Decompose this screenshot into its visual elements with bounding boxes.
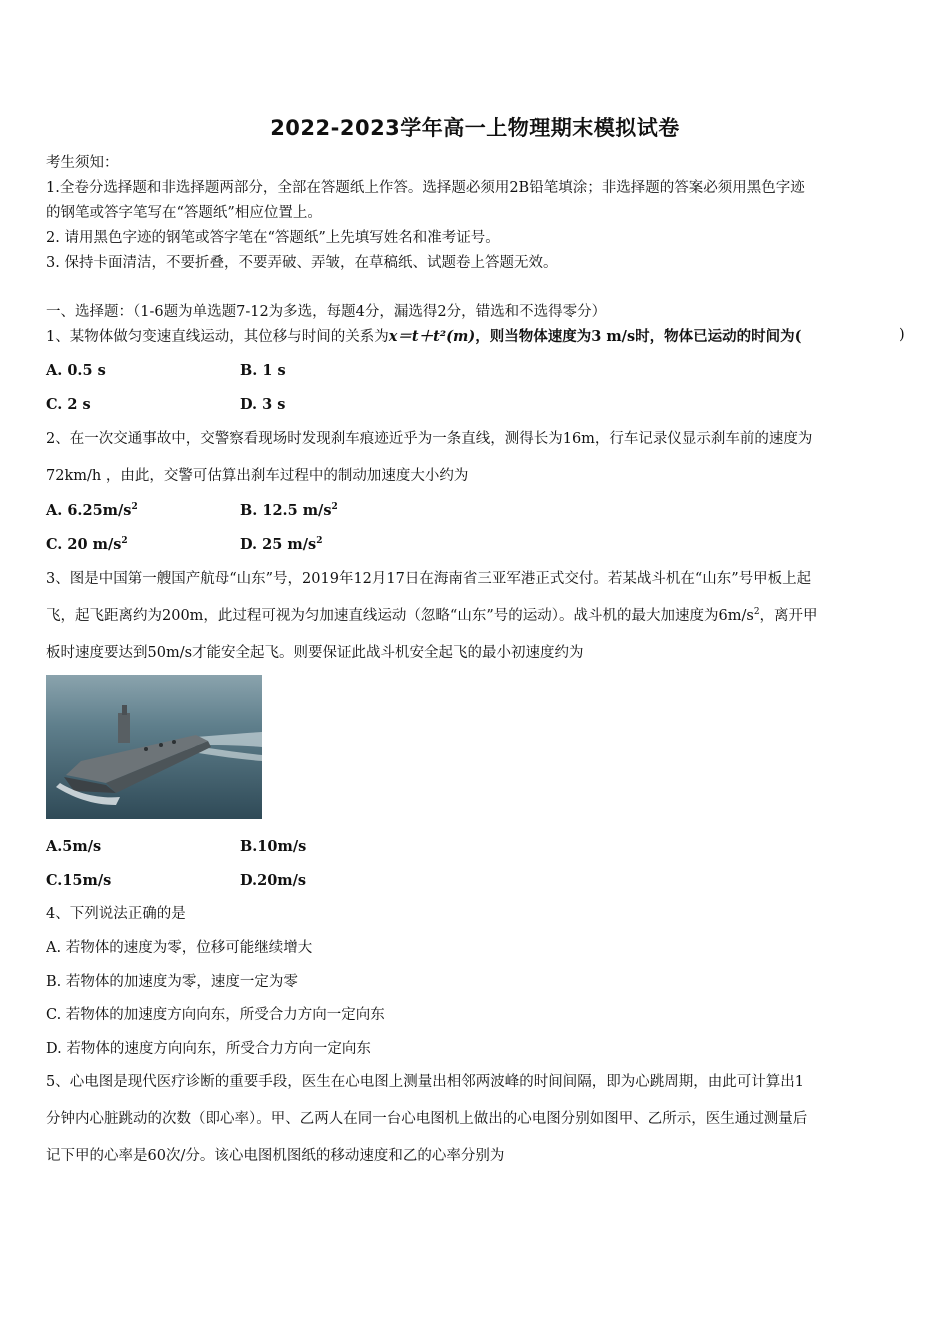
q2-option-b: B. 12.5 $m/s^2$	[240, 502, 338, 519]
q2-option-c: C. 20 $m/s^2$	[46, 536, 128, 553]
q4-option-a: A. 若物体的速度为零，位移可能继续增大	[46, 940, 313, 956]
question-5-stem: 5、心电图是现代医疗诊断的重要手段，医生在心电图上测量出相邻两波峰的时间间隔，即为心跳周期，由此可计算出1	[46, 1074, 804, 1090]
q1-option-d: D. 3 s	[240, 396, 286, 413]
section-heading: 一、选择题：（1-6题为单选题7-12为多选，每题4分，漏选得2分，错选和不选得零分）	[46, 304, 607, 320]
q4-option-d: D. 若物体的速度方向向东，所受合力方向一定向东	[46, 1041, 371, 1057]
question-3-stem: 板时速度要达到50m/s才能安全起飞。则要保证此战斗机安全起飞的最小初速度约为	[46, 645, 584, 661]
q1-text: 1、某物体做匀变速直线运动，其位移与时间的关系为	[46, 329, 389, 345]
q3-option-a: A.5m/s	[46, 838, 102, 855]
notice-item: 1.全卷分选择题和非选择题两部分，全部在答题纸上作答。选择题必须用2B铅笔填涂；非选择题的答案必须用黑色字迹	[46, 180, 805, 196]
q2-option-d: D. 25 $m/s^2$	[240, 536, 323, 553]
notice-item: 2. 请用黑色字迹的钢笔或答字笔在“答题纸”上先填写姓名和准考证号。	[46, 230, 500, 246]
q4-option-c: C. 若物体的加速度方向向东，所受合力方向一定向东	[46, 1007, 385, 1023]
question-2-stem: 2、在一次交通事故中，交警察看现场时发现刹车痕迹近乎为一条直线，测得长为16m，行车记录仪显示刹车前的速度为	[46, 431, 813, 447]
question-5-stem: 记下甲的心率是60次/分。该心电图机图纸的移动速度和乙的心率分别为	[46, 1148, 505, 1164]
notice-item: 的钢笔或答字笔写在“答题纸”相应位置上。	[46, 205, 322, 221]
question-3-stem: 飞，起飞距离约为200m，此过程可视为匀加速直线运动（忽略“山东”号的运动）。战斗机的最大加速度为$6m/s^2$，离开甲	[46, 607, 818, 624]
aircraft-carrier-photo	[46, 675, 262, 819]
q3-option-c: C.15m/s	[46, 872, 112, 889]
notice-item: 3. 保持卡面清洁，不要折叠，不要弄破、弄皱，在草稿纸、试题卷上答题无效。	[46, 255, 558, 271]
q2-option-a: A. $6.25m/s^2$	[46, 502, 138, 519]
q3-option-b: B.10m/s	[240, 838, 307, 855]
q1-option-b: B. 1 s	[240, 362, 286, 379]
q1-formula: x＝t＋t²(m)	[388, 328, 476, 345]
question-4-stem: 4、下列说法正确的是	[46, 906, 186, 922]
question-3-stem: 3、图是中国第一艘国产航母“山东”号，2019年12月17日在海南省三亚军港正式交付。若某战斗机在“山东”号甲板上起	[46, 571, 812, 587]
q4-option-b: B. 若物体的加速度为零，速度一定为零	[46, 974, 298, 990]
question-1-stem	[46, 327, 891, 347]
q3-option-d: D.20m/s	[240, 872, 307, 889]
page-title: 2022-2023学年高一上物理期末模拟试卷	[270, 116, 680, 140]
q1-option-c: C. 2 s	[46, 396, 91, 413]
answer-paren: )	[899, 327, 905, 343]
notice-heading: 考生须知：	[46, 155, 119, 171]
question-5-stem: 分钟内心脏跳动的次数（即心率）。甲、乙两人在同一台心电图机上做出的心电图分别如图甲、乙所示，医生通过测量后	[46, 1111, 808, 1127]
question-2-stem: 72km/h ，由此，交警可估算出刹车过程中的制动加速度大小约为	[46, 468, 469, 484]
q1-text-end: ，则当物体速度为3 m/s时，物体已运动的时间为(	[475, 328, 802, 345]
q1-option-a: A. 0.5 s	[46, 362, 106, 379]
